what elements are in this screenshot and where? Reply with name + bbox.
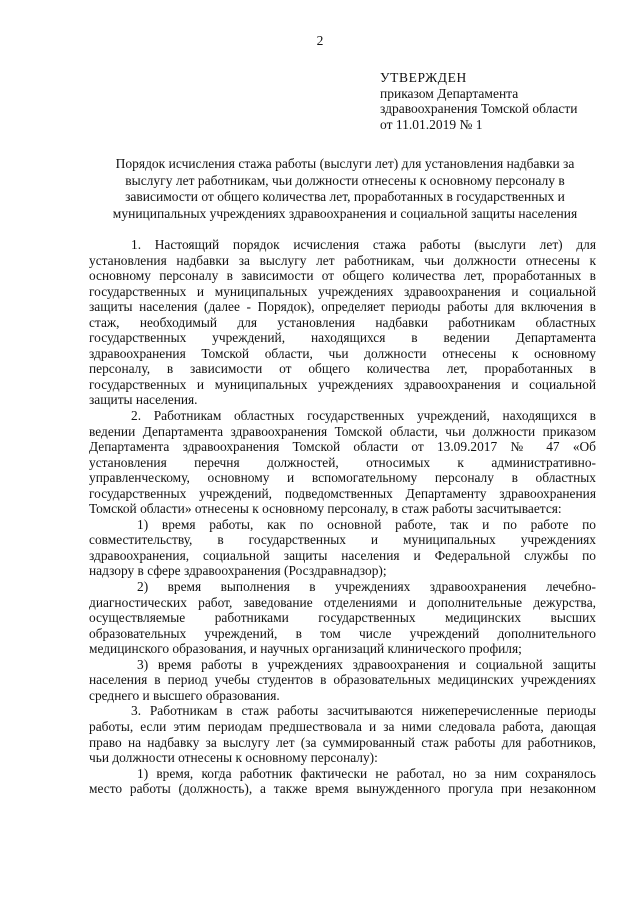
paragraph-line: государственных учреждений, находящихся в ведении Департамента — [89, 330, 596, 346]
approval-title: УТВЕРЖДЕН — [380, 70, 467, 85]
paragraph-line: здравоохранения, социальной защиты населения и Федеральной службы по — [89, 547, 596, 563]
paragraph-p7 — [89, 766, 596, 797]
paragraph-line: Департамента здравоохранения Томской области от 13.09.2017 № 47 «Об — [89, 439, 596, 455]
paragraph-line: совместительству, в государственных и муниципальных учреждениях — [89, 532, 596, 548]
paragraph-line: надзору в сфере здравоохранения (Росздравнадзор); — [89, 563, 387, 579]
paragraph-line: установления перечня должностей, относимых к административно- — [89, 454, 596, 470]
paragraph-line: 2) время выполнения в учреждениях здравоохранения лечебно- — [137, 579, 596, 595]
approval-stamp — [380, 70, 620, 132]
paragraph-line: 1) время, когда работник фактически не работал, но за ним сохранялось — [137, 765, 596, 781]
paragraph-line: управленческому, основному и вспомогательному персоналу в областных — [89, 470, 596, 486]
paragraph-line: место работы (должность), а также время вынужденного прогула при незаконном — [89, 781, 596, 797]
paragraph-line: диагностических работ, заведование отделениями и дополнительные дежурства, — [89, 594, 596, 610]
paragraph-line: 1. Настоящий порядок исчисления стажа работы (выслуги лет) для — [131, 237, 596, 252]
paragraph-line: персоналу, в зависимости от общего количества лет, проработанных в — [89, 361, 596, 377]
document-body — [89, 237, 596, 797]
paragraph-p3 — [89, 517, 596, 579]
paragraph-line: образовательных учреждений, в том числе учреждений дополнительного — [89, 625, 596, 641]
paragraph-line: основному персоналу в зависимости от общего количества лет, проработанных в — [89, 268, 596, 284]
paragraph-line: 3) время работы в учреждениях здравоохранения и социальной защиты — [137, 656, 596, 672]
document-title — [88, 156, 602, 222]
paragraph-line: Томской области» отнесены к основному персоналу, в стаж работы засчитывается: — [89, 501, 562, 517]
paragraph-p4 — [89, 579, 596, 657]
paragraph-line: чьи должности отнесены к основному персоналу): — [89, 750, 378, 766]
paragraph-line: здравоохранения Томской области, чьи должности отнесены к основному — [89, 345, 596, 361]
paragraph-line: государственных и муниципальных учреждениях здравоохранения и социальной — [89, 376, 596, 392]
paragraph-line: медицинского образования, и научных организаций клинического профиля; — [89, 641, 522, 657]
paragraph-line: ведении Департамента здравоохранения Томской области, чьи должности приказом — [89, 423, 596, 439]
paragraph-line: населения в период учебы студентов в образовательных медицинских учреждениях — [89, 672, 596, 688]
document-title-line: зависимости от общего количества лет, проработанных в государственных и — [125, 189, 565, 204]
paragraph-line: стаж, необходимый для установления надбавки работникам областных — [89, 314, 596, 330]
approval-line: от 11.01.2019 № 1 — [380, 116, 483, 132]
paragraph-line: право на надбавку за выслугу лет (за суммированный стаж работы для работников, — [89, 734, 596, 750]
document-title-line: муниципальных учреждениях здравоохранения и социальной защиты населения — [112, 205, 578, 221]
paragraph-line: защиты населения. — [89, 392, 198, 408]
paragraph-line: государственных и муниципальных учреждениях здравоохранения и социальной — [89, 283, 596, 299]
document-title-line: Порядок исчисления стажа работы (выслуги лет) для установления надбавки за — [115, 156, 575, 171]
paragraph-line: осуществляемые работниками государственных медицинских высших — [89, 610, 596, 626]
paragraph-line: 1) время работы, как по основной работе, так и по работе по — [137, 516, 596, 532]
paragraph-p6 — [89, 703, 596, 765]
paragraph-p5 — [89, 657, 596, 704]
paragraph-p1 — [89, 237, 596, 408]
paragraph-line: работы, если этим периодам предшествовала и за ними следовала работа, дающая — [89, 718, 596, 734]
paragraph-line: 3. Работникам в стаж работы засчитываются нижеперечисленные периоды — [131, 703, 596, 719]
paragraph-line: государственных учреждений, подведомственных Департаменту здравоохранения — [89, 485, 596, 501]
page-number: 2 — [316, 33, 324, 48]
paragraph-line: установления надбавки за выслугу лет работникам, чьи должности отнесены к — [89, 252, 596, 268]
approval-line: здравоохранения Томской области — [380, 101, 578, 117]
paragraph-p2 — [89, 408, 596, 517]
paragraph-line: защиты населения (далее - Порядок), определяет периоды работы для включения в — [89, 299, 596, 315]
document-title-line: выслугу лет работникам, чьи должности отнесены к основному персоналу в — [125, 172, 565, 188]
paragraph-line: 2. Работникам областных государственных учреждений, находящихся в — [131, 408, 596, 424]
approval-line: приказом Департамента — [380, 85, 519, 101]
paragraph-line: среднего и высшего образования. — [89, 687, 280, 703]
